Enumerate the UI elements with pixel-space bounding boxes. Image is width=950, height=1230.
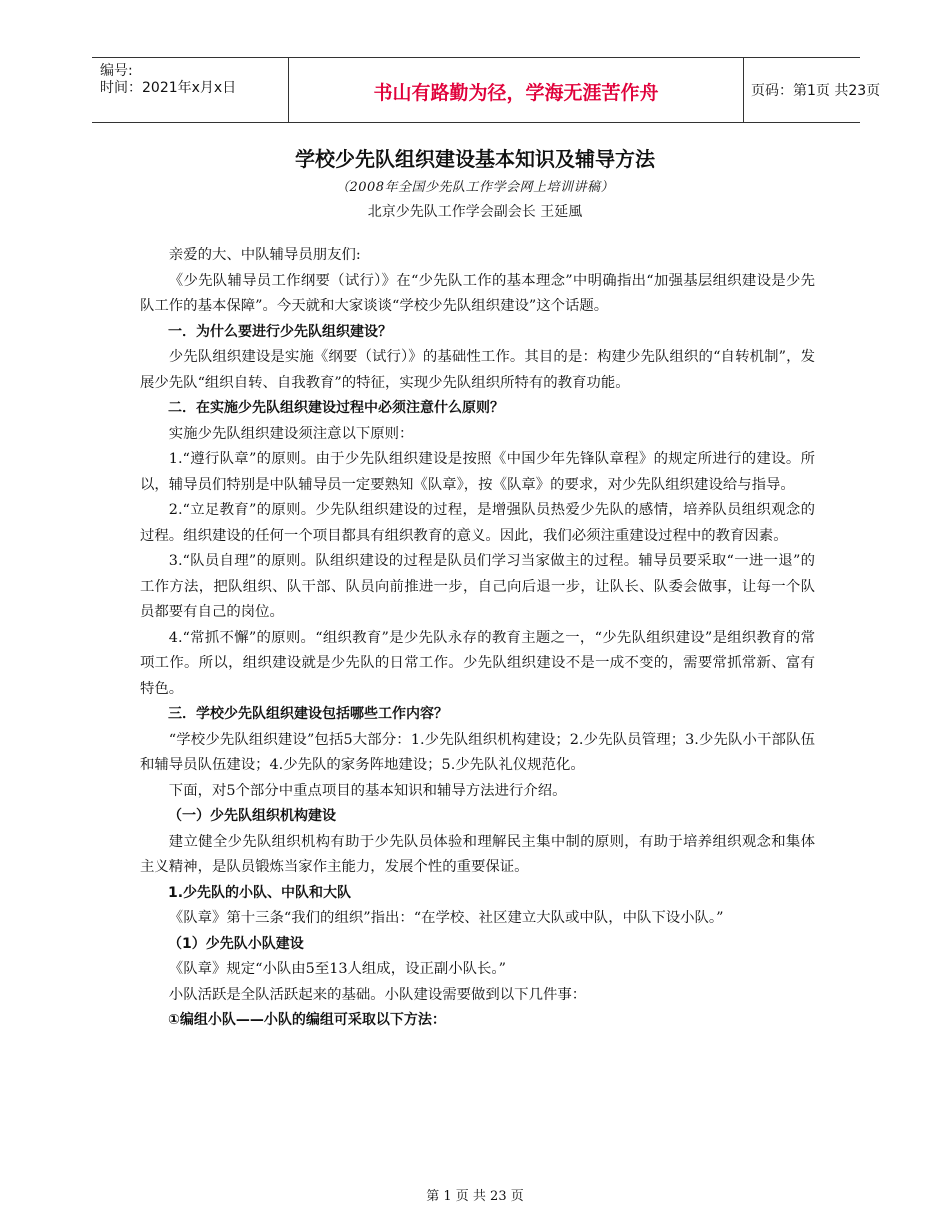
section-heading: 二．在实施少先队组织建设过程中必须注意什么原则？	[168, 400, 504, 416]
document-author: 北京少先队工作学会副会长 王延風	[367, 204, 583, 220]
paragraph: 2.“立足教育”的原则。少先队组织建设的过程，是增强队员热爱少先队的感情，培养队员组织观念的过程。组织建设的任何一个项目都具有组织教育的意义。因此，我们必须注重建设过程中的教育因素。	[140, 502, 815, 544]
document-title: 学校少先队组织建设基本知识及辅导方法	[295, 147, 655, 171]
section-heading: 一．为什么要进行少先队组织建设？	[168, 323, 392, 340]
paragraph: 1.“遵行队章”的原则。由于少先队组织建设是按照《中国少年先锋队章程》的规定所进行的建设。所以，辅导员们特别是中队辅导员一定要熟知《队章》，按《队章》的要求，对少先队组织建设给与指导。	[140, 451, 815, 493]
document-body	[140, 243, 815, 1034]
paragraph: 小队活跃是全队活跃起来的基础。小队建设需要做到以下几件事：	[168, 986, 587, 1003]
list-item-heading: ①编组小队——小队的编组可采取以下方法：	[168, 1012, 446, 1028]
header-motto-cell	[288, 58, 744, 122]
header-motto: 书山有路勤为径，学海无涯苦作舟	[373, 82, 659, 104]
page-header	[92, 57, 881, 123]
paragraph: 下面，对5个部分中重点项目的基本知识和辅导方法进行介绍。	[168, 782, 567, 799]
document-number-label: 编号:	[100, 63, 133, 79]
page-footer: 第 1 页 共 23 页	[426, 1189, 524, 1204]
paragraph: 《队章》第十三条“我们的组织”指出：“在学校、社区建立大队或中队，中队下设小队。”	[168, 910, 724, 926]
paragraph: 《队章》规定“小队由5至13人组成，设正副小队长。”	[168, 961, 506, 977]
subsection-heading: （1）少先队小队建设	[168, 935, 304, 952]
paragraph: 实施少先队组织建设须注意以下原则：	[168, 425, 414, 442]
header-page-cell	[743, 58, 881, 122]
paragraph: 少先队组织建设是实施《纲要（试行）》的基础性工作。其目的是：构建少先队组织的“自转机制”，发展少先队“组织自转、自我教育”的特征，实现少先队组织所特有的教育功能。	[140, 349, 815, 391]
paragraph-greeting: 亲爱的大、中队辅导员朋友们:	[168, 247, 361, 263]
header-left-cell	[92, 58, 288, 122]
paragraph: 4.“常抓不懈”的原则。“组织教育”是少先队永存的教育主题之一，“少先队组织建设”是组织教育的常项工作。所以，组织建设就是少先队的日常工作。少先队组织建设不是一成不变的，需要常抓常新、富有特色。	[140, 629, 815, 697]
header-page-info: 页码：第1页 共23页	[751, 83, 881, 99]
section-heading: 三．学校少先队组织建设包括哪些工作内容？	[168, 706, 448, 722]
subsection-heading: （一）少先队组织机构建设	[168, 808, 336, 824]
document-time-label: 时间：2021年x月x日	[100, 80, 237, 96]
document-subtitle: （2008年全国少先队工作学会网上培训讲稿）	[335, 180, 615, 195]
subsection-heading: 1.少先队的小队、中队和大队	[168, 884, 352, 901]
paragraph: “学校少先队组织建设”包括5大部分：1.少先队组织机构建设；2.少先队员管理；3.少先队小干部队伍和辅导员队伍建设；4.少先队的家务阵地建设；5.少先队礼仪规范化。	[140, 731, 815, 773]
paragraph: 3.“队员自理”的原则。队组织建设的过程是队员们学习当家做主的过程。辅导员要采取“一进一退”的工作方法，把队组织、队干部、队员向前推进一步，自己向后退一步，让队长、队委会做事，让每一个队员都要有自己的岗位。	[140, 553, 815, 620]
paragraph: 《少先队辅导员工作纲要（试行）》在“少先队工作的基本理念”中明确指出“加强基层组织建设是少先队工作的基本保障”。今天就和大家谈谈“学校少先队组织建设”这个话题。	[140, 272, 815, 314]
paragraph: 建立健全少先队组织机构有助于少先队员体验和理解民主集中制的原则，有助于培养组织观念和集体主义精神，是队员锻炼当家作主能力，发展个性的重要保证。	[140, 833, 815, 875]
